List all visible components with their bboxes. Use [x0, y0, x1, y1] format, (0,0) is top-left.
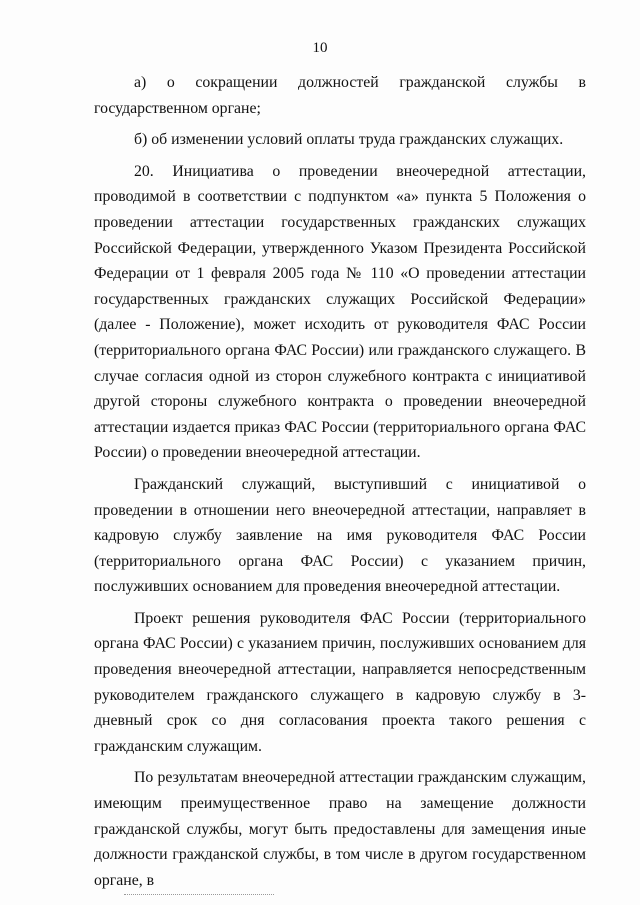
paragraph-attestation-results: По результатам внеочередной аттестации гражданским служащим, имеющим преимущественное право на замещение должности гражданской службы, могут быть предоставлены для замещения иные должности гражданской службы, в том числе в другом государственном органе, в [94, 769, 586, 889]
paragraph-item-a: а) о сокращении должностей гражданской службы в государственном органе; [94, 74, 586, 117]
page-number: 10 [312, 40, 328, 56]
scan-artifact-line [124, 894, 274, 896]
paragraph-employee-initiative: Гражданский служащий, выступивший с инициативой о проведении в отношении него внеочередной аттестации, направляет в кадровую службу заявление на имя руководителя ФАС России (территориального органа ФАС России) с указанием причин, послуживших основанием для проведения внеочередной аттестации. [94, 475, 586, 596]
paragraph-item-b: б) об изменении условий оплаты труда гражданских служащих. [134, 131, 564, 149]
paragraph-clause-20: 20. Инициатива о проведении внеочередной аттестации, проводимой в соответствии с подпунктом «а» пункта 5 Положения о проведении аттестации государственных гражданских служащих Российской Федерации, утвержденного Указом Президента Российской Федерации от 1 февраля 2005 года № 110 «О проведении аттестации государственных гражданских служащих Российской Федерации» (далее - Положение), может исходить от руководителя ФАС России (территориального органа ФАС России) или гражданского служащего. В случае согласия одной из сторон служебного контракта с инициативой другой стороны служебного контракта о проведении внеочередной аттестации издается приказ ФАС России (территориального органа ФАС России) о проведении внеочередной аттестации. [94, 162, 586, 462]
document-body [94, 70, 586, 893]
paragraph-decision-draft: Проект решения руководителя ФАС России (территориального органа ФАС России) с указанием причин, послуживших основанием для проведения внеочередной аттестации, направляется непосредственным руководителем гражданского служащего в кадровую службу в 3-дневный срок со дня согласования проекта такого решения с гражданским служащим. [94, 609, 586, 755]
